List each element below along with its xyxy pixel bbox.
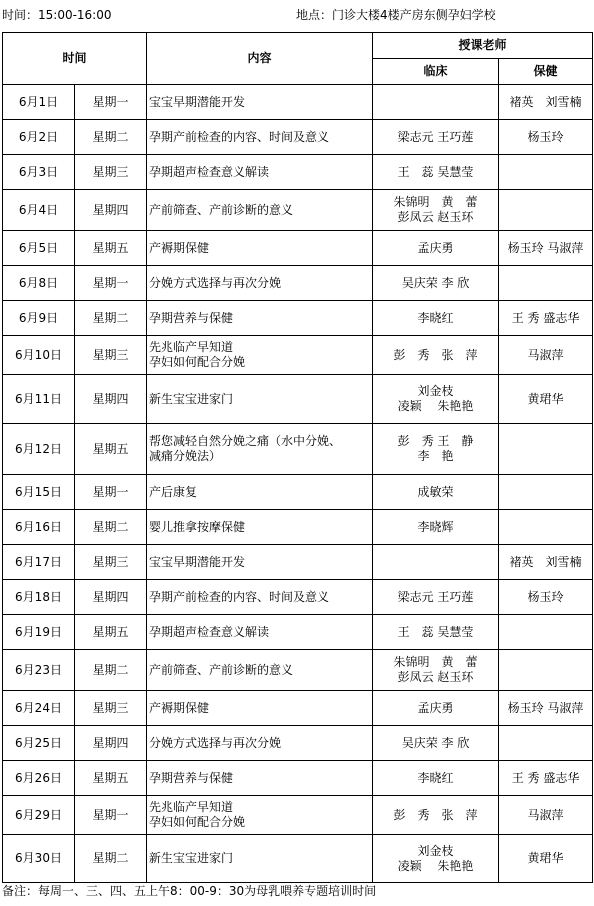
care-teacher-cell: [499, 475, 593, 510]
table-row: [3, 266, 593, 301]
date-cell: 6月30日: [3, 835, 75, 883]
date-cell: 6月8日: [3, 266, 75, 301]
clinical-teacher-cell: [373, 85, 499, 120]
table-row: [3, 615, 593, 650]
content-cell: 孕期营养与保健: [147, 761, 373, 796]
clinical-teacher-cell: 刘金枝 凌颖 朱艳艳: [373, 375, 499, 424]
weekday-cell: 星期五: [75, 231, 147, 266]
date-cell: 6月23日: [3, 650, 75, 691]
class-schedule-table: [2, 32, 593, 883]
care-teacher-cell: [499, 650, 593, 691]
header-clinical: 临床: [373, 59, 499, 85]
care-teacher-cell: 杨玉玲: [499, 120, 593, 155]
weekday-cell: 星期二: [75, 301, 147, 336]
header-care: 保健: [499, 59, 593, 85]
care-teacher-cell: [499, 726, 593, 761]
weekday-cell: 星期四: [75, 580, 147, 615]
clinical-teacher-cell: 李晓辉: [373, 510, 499, 545]
date-cell: 6月9日: [3, 301, 75, 336]
care-teacher-cell: 黄珺华: [499, 835, 593, 883]
clinical-teacher-cell: 朱锦明 黄 蕾 彭凤云 赵玉环: [373, 650, 499, 691]
date-cell: 6月25日: [3, 726, 75, 761]
schedule-rows: [3, 85, 593, 883]
content-cell: 新生宝宝进家门: [147, 835, 373, 883]
table-row: [3, 475, 593, 510]
clinical-teacher-cell: 刘金枝 凌颖 朱艳艳: [373, 835, 499, 883]
care-teacher-cell: [499, 615, 593, 650]
table-row: [3, 375, 593, 424]
table-row: [3, 691, 593, 726]
content-cell: 分娩方式选择与再次分娩: [147, 726, 373, 761]
content-cell: 分娩方式选择与再次分娩: [147, 266, 373, 301]
weekday-cell: 星期四: [75, 190, 147, 231]
content-cell: 产前筛查、产前诊断的意义: [147, 650, 373, 691]
care-teacher-cell: [499, 424, 593, 475]
weekday-cell: 星期二: [75, 835, 147, 883]
weekday-cell: 星期三: [75, 545, 147, 580]
clinical-teacher-cell: 朱锦明 黄 蕾 彭凤云 赵玉环: [373, 190, 499, 231]
weekday-cell: 星期三: [75, 691, 147, 726]
clinical-teacher-cell: 吴庆荣 李 欣: [373, 726, 499, 761]
table-row: [3, 545, 593, 580]
care-teacher-cell: 杨玉玲 马淑萍: [499, 691, 593, 726]
table-row: [3, 336, 593, 375]
weekday-cell: 星期四: [75, 375, 147, 424]
care-teacher-cell: 褚英 刘雪楠: [499, 545, 593, 580]
content-cell: 先兆临产早知道 孕妇如何配合分娩: [147, 796, 373, 835]
content-cell: 孕期产前检查的内容、时间及意义: [147, 120, 373, 155]
date-cell: 6月16日: [3, 510, 75, 545]
weekday-cell: 星期五: [75, 424, 147, 475]
clinical-teacher-cell: 梁志元 王巧莲: [373, 580, 499, 615]
content-cell: 孕期营养与保健: [147, 301, 373, 336]
date-cell: 6月1日: [3, 85, 75, 120]
care-teacher-cell: 黄珺华: [499, 375, 593, 424]
care-teacher-cell: [499, 266, 593, 301]
care-teacher-cell: 王 秀 盛志华: [499, 761, 593, 796]
content-cell: 孕期产前检查的内容、时间及意义: [147, 580, 373, 615]
weekday-cell: 星期三: [75, 155, 147, 190]
table-row: [3, 835, 593, 883]
header-teachers: 授课老师: [373, 33, 593, 59]
weekday-cell: 星期四: [75, 726, 147, 761]
table-row: [3, 796, 593, 835]
table-row: [3, 761, 593, 796]
table-row: [3, 580, 593, 615]
weekday-cell: 星期五: [75, 615, 147, 650]
clinical-teacher-cell: 李晓红: [373, 761, 499, 796]
date-cell: 6月15日: [3, 475, 75, 510]
table-row: [3, 120, 593, 155]
weekday-cell: 星期二: [75, 510, 147, 545]
care-teacher-cell: 马淑萍: [499, 796, 593, 835]
care-teacher-cell: [499, 510, 593, 545]
clinical-teacher-cell: 彭 秀 张 萍: [373, 336, 499, 375]
weekday-cell: 星期一: [75, 796, 147, 835]
table-row: [3, 726, 593, 761]
content-cell: 先兆临产早知道 孕妇如何配合分娩: [147, 336, 373, 375]
date-cell: 6月12日: [3, 424, 75, 475]
date-cell: 6月11日: [3, 375, 75, 424]
clinical-teacher-cell: 孟庆勇: [373, 231, 499, 266]
clinical-teacher-cell: 孟庆勇: [373, 691, 499, 726]
content-cell: 产褥期保健: [147, 691, 373, 726]
date-cell: 6月18日: [3, 580, 75, 615]
clinical-teacher-cell: [373, 545, 499, 580]
weekday-cell: 星期二: [75, 120, 147, 155]
table-row: [3, 424, 593, 475]
date-cell: 6月19日: [3, 615, 75, 650]
care-teacher-cell: 马淑萍: [499, 336, 593, 375]
weekday-cell: 星期一: [75, 475, 147, 510]
care-teacher-cell: 褚英 刘雪楠: [499, 85, 593, 120]
table-row: [3, 650, 593, 691]
date-cell: 6月2日: [3, 120, 75, 155]
content-cell: 婴儿推拿按摩保健: [147, 510, 373, 545]
content-cell: 帮您减轻自然分娩之痛（水中分娩、 减痛分娩法）: [147, 424, 373, 475]
table-row: [3, 155, 593, 190]
content-cell: 产褥期保健: [147, 231, 373, 266]
content-cell: 孕期超声检查意义解读: [147, 615, 373, 650]
clinical-teacher-cell: 彭 秀 王 静 李 艳: [373, 424, 499, 475]
content-cell: 宝宝早期潜能开发: [147, 545, 373, 580]
weekday-cell: 星期一: [75, 266, 147, 301]
clinical-teacher-cell: 彭 秀 张 萍: [373, 796, 499, 835]
weekday-cell: 星期三: [75, 336, 147, 375]
weekday-cell: 星期五: [75, 761, 147, 796]
date-cell: 6月26日: [3, 761, 75, 796]
date-cell: 6月24日: [3, 691, 75, 726]
schedule-location: 地点：门诊大楼4楼产房东侧孕妇学校: [296, 8, 496, 22]
table-row: [3, 510, 593, 545]
date-cell: 6月10日: [3, 336, 75, 375]
care-teacher-cell: 王 秀 盛志华: [499, 301, 593, 336]
weekday-cell: 星期一: [75, 85, 147, 120]
date-cell: 6月4日: [3, 190, 75, 231]
care-teacher-cell: 杨玉玲 马淑萍: [499, 231, 593, 266]
clinical-teacher-cell: 王 蕊 吴慧莹: [373, 615, 499, 650]
clinical-teacher-cell: 成敏荣: [373, 475, 499, 510]
care-teacher-cell: [499, 155, 593, 190]
table-row: [3, 301, 593, 336]
content-cell: 产后康复: [147, 475, 373, 510]
content-cell: 孕期超声检查意义解读: [147, 155, 373, 190]
table-row: [3, 231, 593, 266]
content-cell: 宝宝早期潜能开发: [147, 85, 373, 120]
clinical-teacher-cell: 梁志元 王巧莲: [373, 120, 499, 155]
header-time: 时间: [3, 33, 147, 85]
date-cell: 6月5日: [3, 231, 75, 266]
care-teacher-cell: [499, 190, 593, 231]
date-cell: 6月3日: [3, 155, 75, 190]
content-cell: 产前筛查、产前诊断的意义: [147, 190, 373, 231]
care-teacher-cell: 杨玉玲: [499, 580, 593, 615]
weekday-cell: 星期二: [75, 650, 147, 691]
date-cell: 6月17日: [3, 545, 75, 580]
footer-note: 备注：每周一、三、四、五上午8：00-9：30为母乳喂养专题培训时间: [2, 884, 377, 898]
header-content: 内容: [147, 33, 373, 85]
content-cell: 新生宝宝进家门: [147, 375, 373, 424]
table-row: [3, 190, 593, 231]
schedule-time: 时间：15:00-16:00: [2, 8, 112, 22]
clinical-teacher-cell: 吴庆荣 李 欣: [373, 266, 499, 301]
date-cell: 6月29日: [3, 796, 75, 835]
table-row: [3, 85, 593, 120]
clinical-teacher-cell: 李晓红: [373, 301, 499, 336]
clinical-teacher-cell: 王 蕊 吴慧莹: [373, 155, 499, 190]
